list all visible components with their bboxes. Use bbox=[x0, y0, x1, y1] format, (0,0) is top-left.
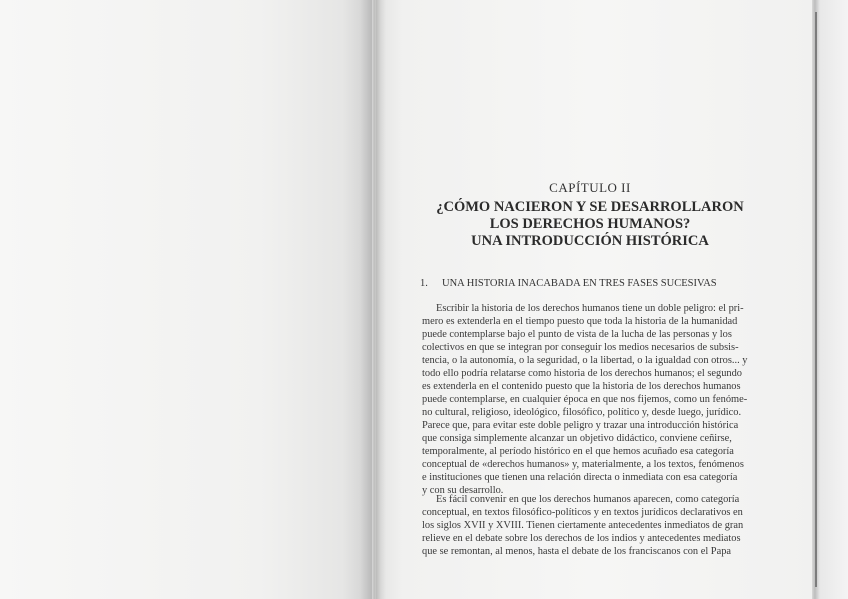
chapter-title-line: ¿CÓMO NACIERON Y SE DESARROLLARON bbox=[436, 199, 744, 215]
text-line: y con su desarrollo. bbox=[422, 485, 504, 496]
body-paragraph bbox=[422, 493, 752, 558]
chapter-label: CAPÍTULO II bbox=[549, 180, 631, 195]
text-line: todo ello podría relatarse como historia de los derechos humanos; el segundo bbox=[422, 368, 743, 379]
text-line: puede contemplarse bajo el punto de vista de la lucha de las personas y los bbox=[422, 329, 732, 340]
page-edge-shadow bbox=[812, 0, 848, 599]
body-paragraph bbox=[422, 302, 752, 497]
text-line: es extenderla en el contenido puesto que la historia de los derechos humanos bbox=[422, 381, 741, 392]
section-title: UNA HISTORIA INACABADA EN TRES FASES SUCESIVAS bbox=[442, 278, 717, 289]
text-line: conceptual de «derechos humanos» y, materialmente, a los textos, fenómenos bbox=[422, 459, 744, 470]
text-line: los siglos XVII y XVIII. Tienen ciertamente antecedentes inmediatos de gran bbox=[422, 520, 744, 531]
page-edge-line bbox=[815, 12, 817, 587]
section-heading bbox=[420, 278, 760, 289]
text-line: Escribir la historia de los derechos humanos tiene un doble peligro: el pri- bbox=[436, 303, 744, 314]
chapter-title bbox=[420, 199, 760, 250]
book-gutter bbox=[360, 0, 386, 599]
section-number: 1. bbox=[420, 278, 428, 289]
text-line: temporalmente, al período histórico en el que hemos acuñado esa categoría bbox=[422, 446, 734, 457]
left-page-blank bbox=[0, 0, 372, 599]
chapter-title-line: LOS DERECHOS HUMANOS? bbox=[489, 216, 691, 232]
text-line: puede contemplarse, en cualquier época en que nos fijemos, como un fenóme- bbox=[422, 394, 748, 405]
chapter-title-line: UNA INTRODUCCIÓN HISTÓRICA bbox=[471, 233, 709, 249]
text-line: que se remontan, al menos, hasta el debate de los franciscanos con el Papa bbox=[422, 546, 732, 557]
text-line: que consiga simplemente alcanzar un objetivo didáctico, conviene ceñirse, bbox=[422, 433, 732, 444]
text-line: conceptual, en textos filosófico-políticos y en textos jurídicos declarativos en bbox=[422, 507, 743, 518]
text-line: e instituciones que tienen una relación directa o inmediata con esa categoría bbox=[422, 472, 738, 483]
text-line: Es fácil convenir en que los derechos humanos aparecen, como categoría bbox=[436, 494, 740, 505]
text-line: relieve en el debate sobre los derechos de los indios y antecedentes mediatos bbox=[422, 533, 741, 544]
text-line: tencia, o la autonomía, o la seguridad, o la libertad, o la igualdad con otros... y bbox=[422, 355, 748, 366]
text-line: no cultural, religioso, ideológico, filosófico, político y, desde luego, jurídico. bbox=[422, 407, 742, 418]
text-line: mero es extenderla en el tiempo puesto que toda la historia de la humanidad bbox=[422, 316, 738, 327]
text-line: Parece que, para evitar este doble peligro y trazar una introducción histórica bbox=[422, 420, 739, 431]
text-line: colectivos en que se integran por conseguir los medios necesarios de subsis- bbox=[422, 342, 739, 353]
